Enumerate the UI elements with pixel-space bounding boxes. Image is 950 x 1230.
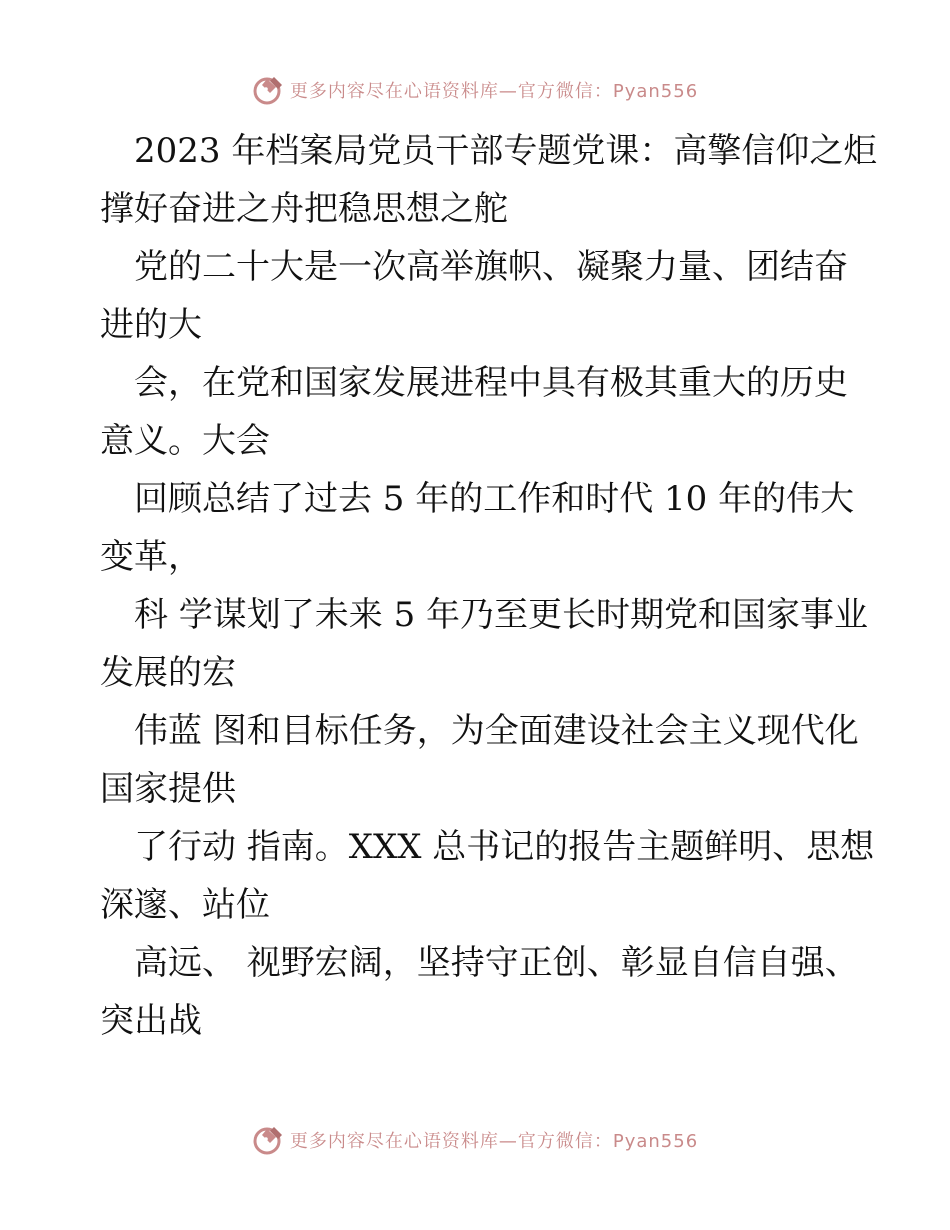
paragraph: 回顾总结了过去 5 年的工作和时代 10 年的伟大变革， — [100, 479, 855, 577]
paragraph: 科 学谋划了未来 5 年乃至更长时期党和国家事业发展的宏 — [100, 595, 869, 693]
footer-banner — [0, 1120, 950, 1160]
header-banner-text: 更多内容尽在心语资料库—官方微信：Pyan556 — [289, 81, 699, 102]
footer-banner-text: 更多内容尽在心语资料库—官方微信：Pyan556 — [289, 1131, 699, 1152]
paragraph: 伟蓝 图和目标任务，为全面建设社会主义现代化国家提供 — [100, 711, 859, 809]
document-title: 2023 年档案局党员干部专题党课：高擎信仰之炬撑好奋进之舟把稳思想之舵 — [100, 131, 878, 229]
pen-nib-circle-icon — [252, 73, 286, 107]
paragraph: 会，在党和国家发展进程中具有极其重大的历史意义。大会 — [100, 363, 848, 461]
paragraph: 了行动 指南。XXX 总书记的报告主题鲜明、思想深邃、站位 — [100, 827, 875, 925]
document-body — [100, 122, 880, 1050]
header-banner — [0, 70, 950, 110]
paragraph: 高远、 视野宏阔，坚持守正创、彰显自信自强、突出战 — [100, 943, 859, 1041]
paragraph: 党的二十大是一次高举旗帜、凝聚力量、团结奋进的大 — [100, 247, 848, 345]
pen-nib-circle-icon — [252, 1123, 286, 1157]
